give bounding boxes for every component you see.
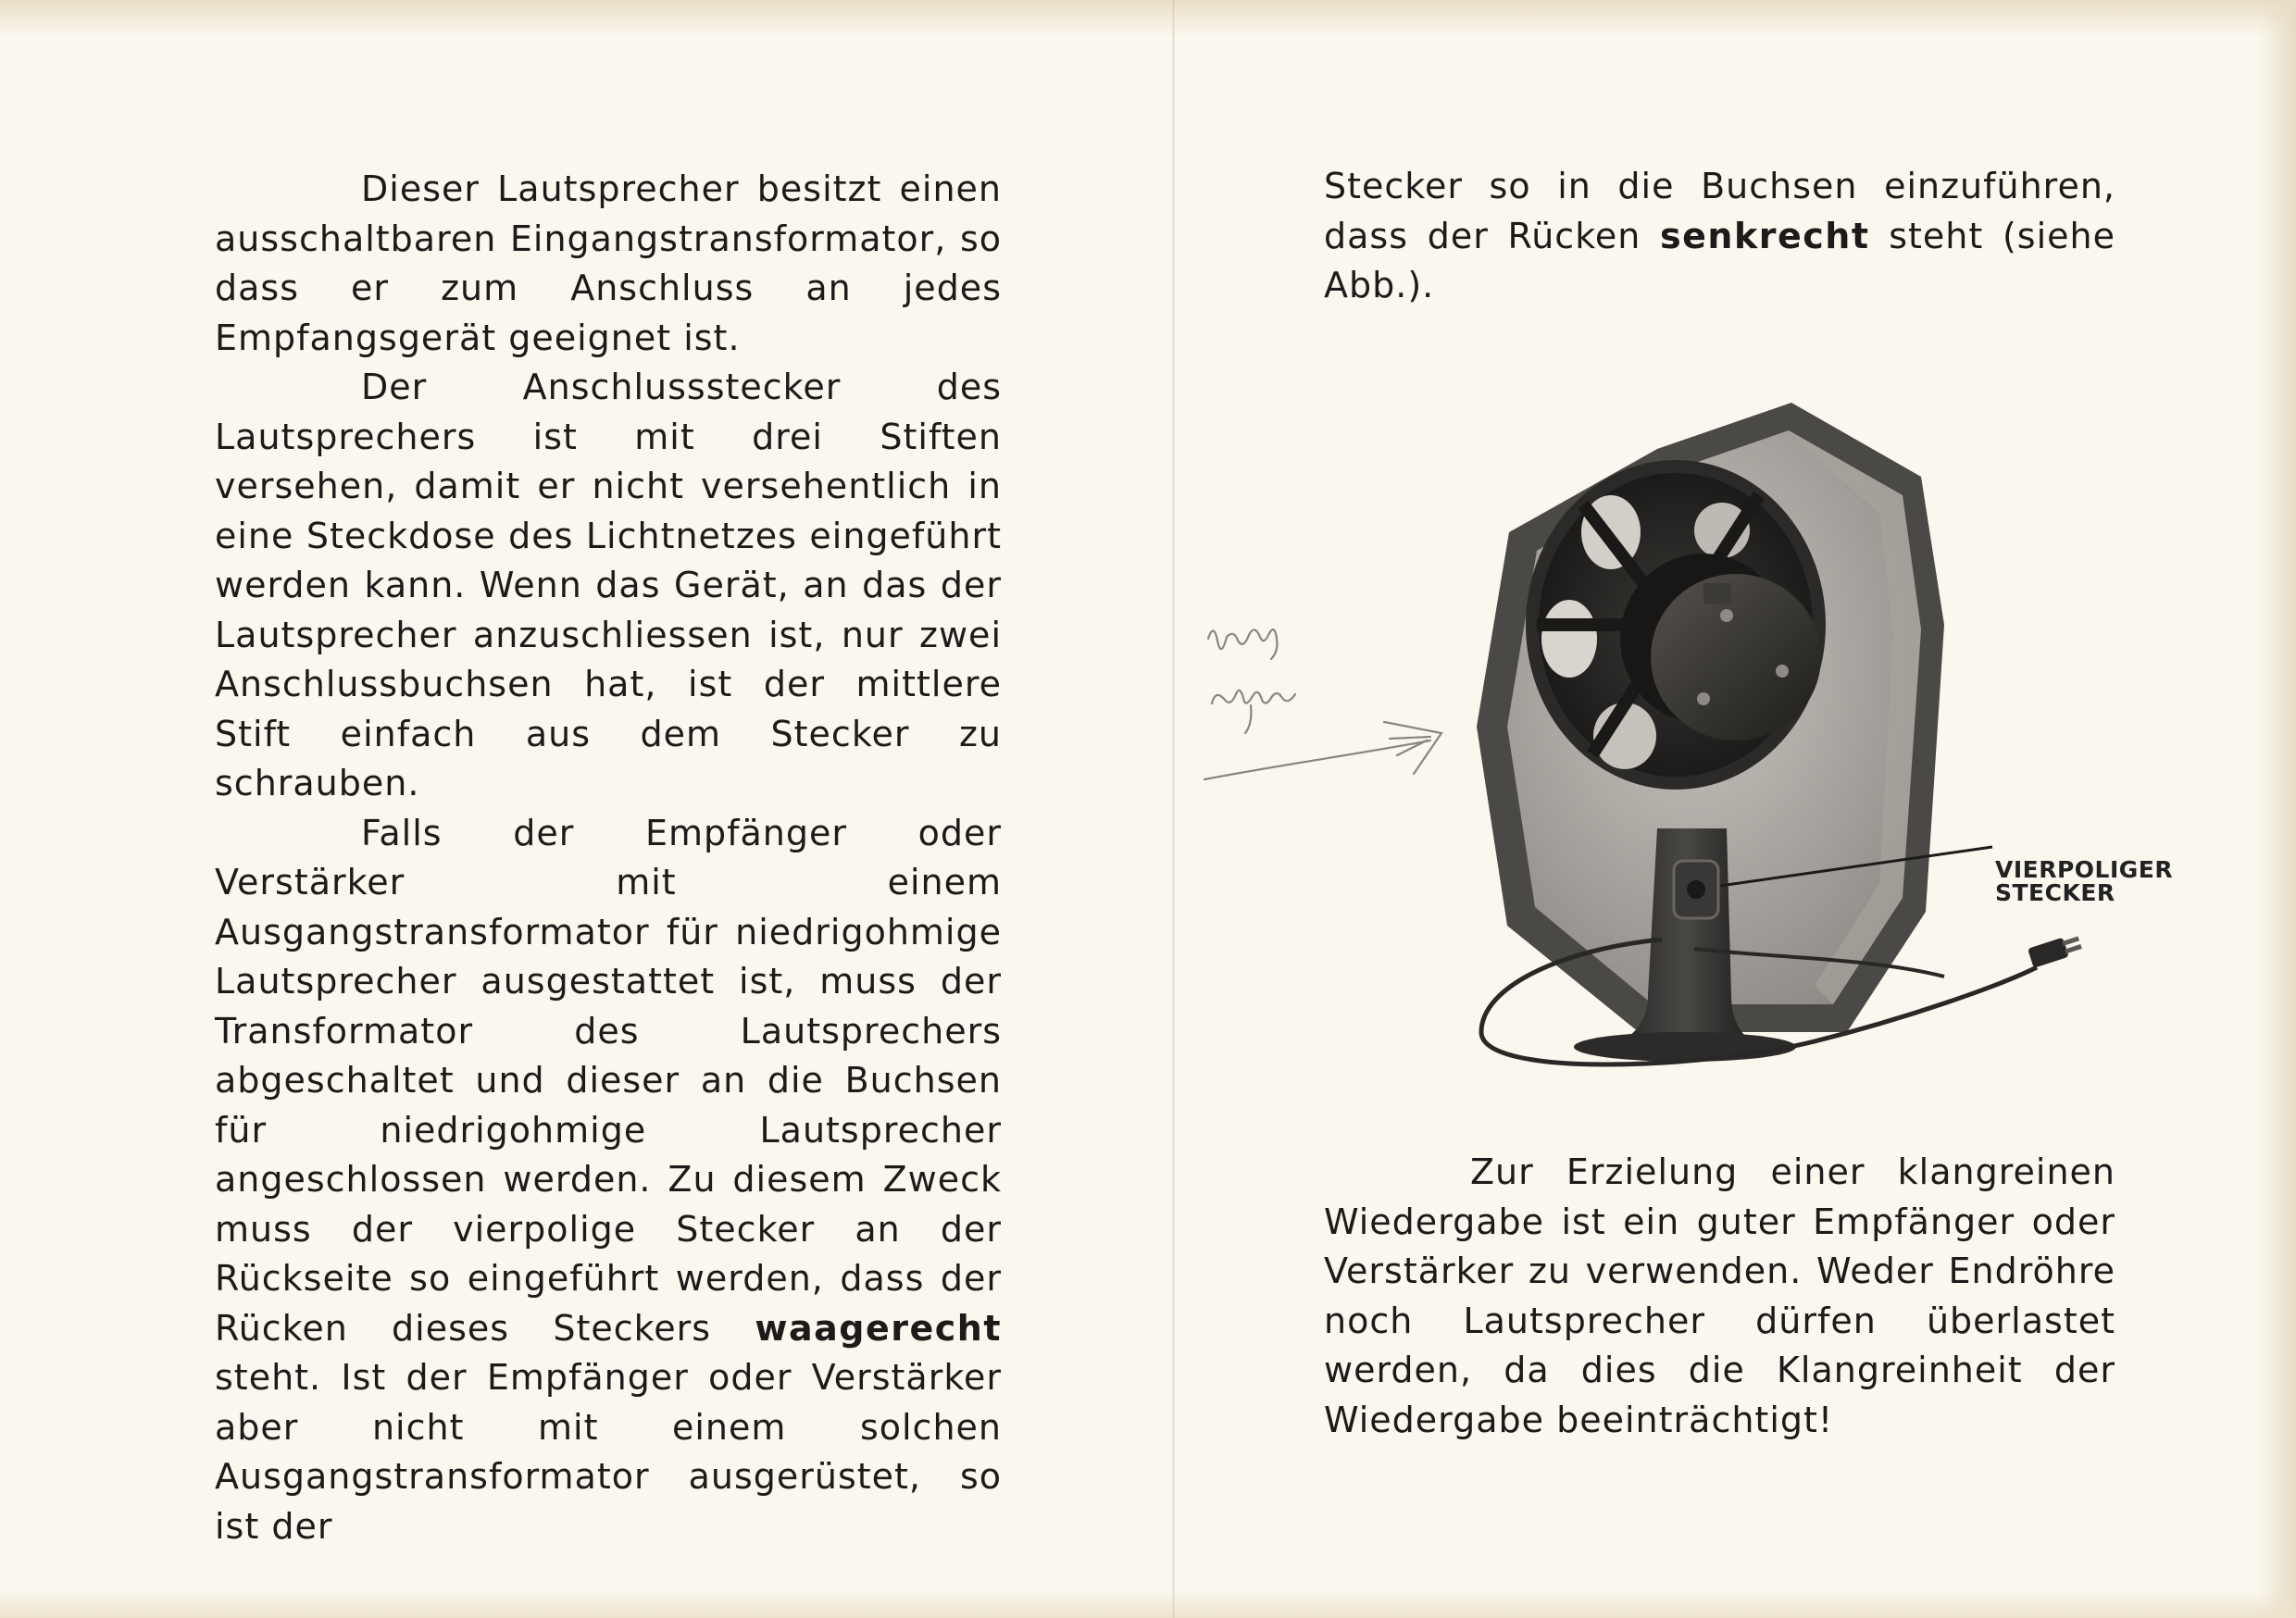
- paragraph-low-impedance: [215, 809, 1002, 1552]
- paragraph-three-pin-plug: Der Anschlussstecker des Lautsprechers ist mit drei Stiften versehen, damit er nicht versehentlich in eine Steckdose des Lichtnetzes eingeführt werden kann. Wenn das Gerät, an das der Lautsprecher anzuschliessen ist, nur zwei Anschlussbuchsen hat, ist der mittlere Stift einfach aus dem Stecker zu schrauben.: [215, 367, 1002, 803]
- callout-label-line-2: STECKER: [1995, 879, 2115, 906]
- center-fold-line: [1172, 0, 1175, 1618]
- left-page: [215, 165, 1002, 1551]
- paragraph-continuation: [1324, 162, 2115, 311]
- paragraph-continuation-text-b: steht (siehe Abb.).: [1324, 215, 2115, 305]
- paragraph-low-impedance-text-b: steht. Ist der Empfänger oder Verstärker aber nicht mit einem solchen Ausgangstransformator ausgerüstet, so ist der: [215, 1357, 1002, 1547]
- speaker-illustration: [1426, 393, 2194, 1078]
- paper-edge-stain-top: [0, 0, 2296, 37]
- emphasis-senkrecht: senkrecht: [1660, 215, 1870, 256]
- paragraph-low-impedance-text-a: Falls der Empfänger oder Verstärker mit einem Ausgangstransformator für niedrigohmige Lautsprecher ausgestattet ist, muss der Transformator des Lautsprechers abgeschaltet und dieser an die Buchsen für niedrigohmige Lautsprecher angeschlossen werden. Zu diesem Zweck muss der vierpolige Stecker an der Rückseite so eingeführt werden, dass der Rücken dieses Steckers: [215, 812, 1002, 1349]
- callout-label: [1995, 858, 2173, 904]
- paragraph-continuation-text-a: Stecker so in die Buchsen einzuführen, dass der Rücken: [1324, 166, 2115, 256]
- emphasis-waagerecht: waagerecht: [755, 1307, 1002, 1349]
- paper-edge-stain-right: [2259, 0, 2296, 1618]
- paper-edge-stain-bottom: [0, 1590, 2296, 1618]
- cable-plug: [2028, 933, 2083, 968]
- right-page: [1324, 162, 2115, 311]
- speaker-magnet: [1651, 574, 1821, 741]
- callout-label-line-1: VIERPOLIGER: [1995, 856, 2174, 883]
- paragraph-sound-quality: Zur Erzielung einer klangreinen Wiedergabe ist ein guter Empfänger oder Verstärker zu verwenden. Weder Endröhre noch Lautsprecher dürfen überlastet werden, da dies die Klangreinheit der Wiedergabe beeinträchtigt!: [1324, 1151, 2115, 1440]
- paragraph-input-transformer: Dieser Lautsprecher besitzt einen ausschaltbaren Eingangstransformator, so dass er zum Anschluss an jedes Empfangsgerät geeignet ist.: [215, 168, 1002, 358]
